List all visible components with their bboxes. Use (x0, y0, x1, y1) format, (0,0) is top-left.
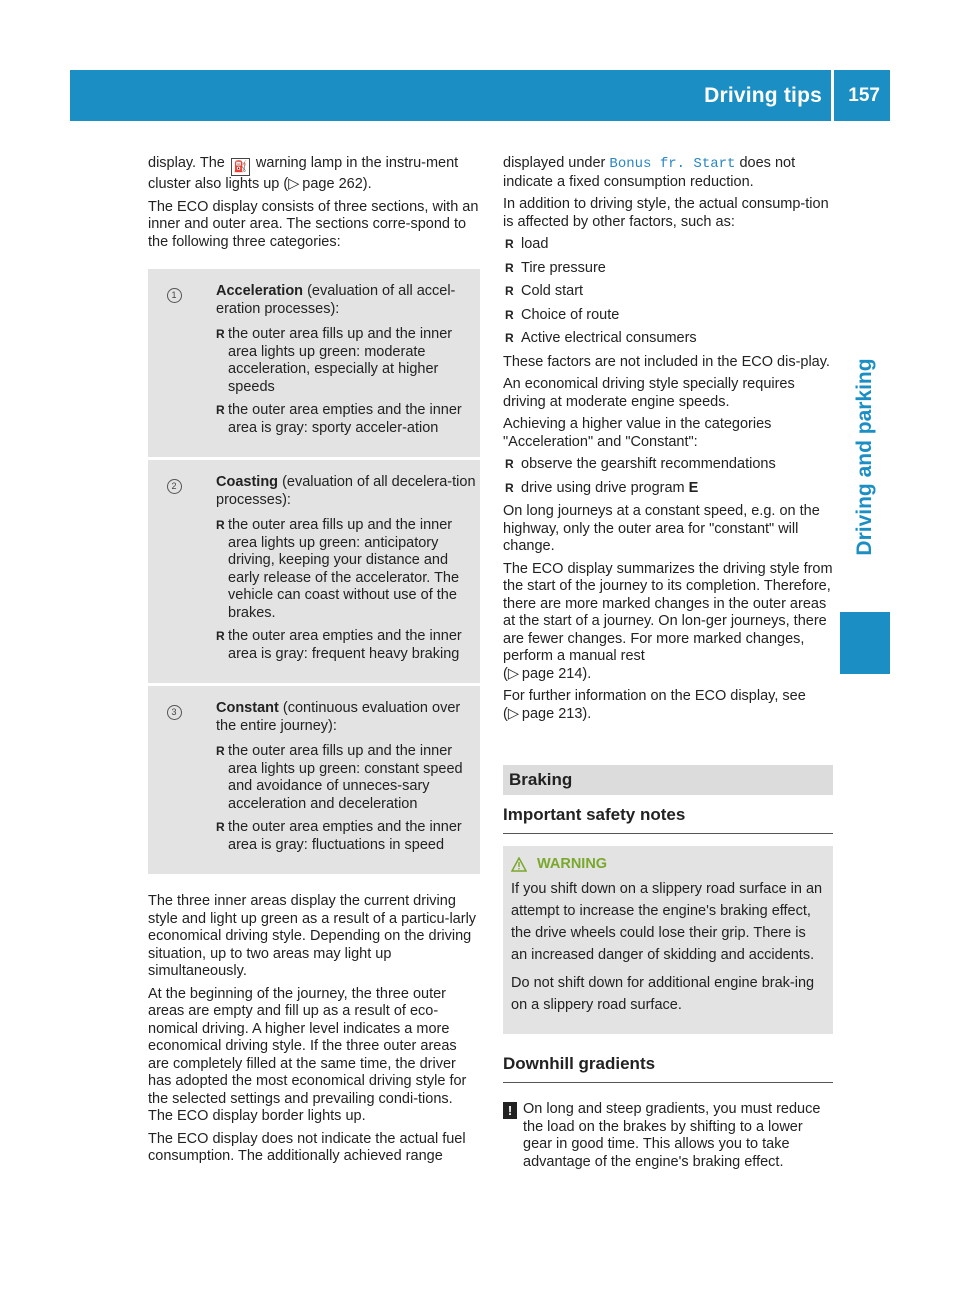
list-item (216, 743, 478, 813)
category-row (148, 460, 480, 686)
category-row (148, 269, 480, 460)
left-column (148, 155, 480, 1171)
text: The ECO display summarizes the driving style from the start of the journey to its completion. Therefore, there are more marked changes in the outer areas at the start of a journey. On lon-ger journeys, there are fewer changes. For more marked changes, perform a manual rest (503, 560, 833, 664)
bullet-r-icon: R (505, 307, 514, 322)
note-block (503, 1101, 833, 1171)
category-number (148, 474, 200, 669)
list-item-text: Active electrical consumers (521, 330, 697, 346)
circled-number-icon: 3 (167, 705, 182, 720)
category-body (216, 700, 478, 860)
list-item (503, 456, 833, 474)
drive-program-letter: E (688, 479, 699, 496)
long-journey-paragraph: On long journeys at a constant speed, e.g. on the highway, only the outer area for "constant" will change. (503, 503, 820, 554)
side-tab-label: Driving and parking (853, 358, 876, 556)
page-reference-arrow-icon: ▷ (507, 665, 522, 682)
category-body (216, 283, 478, 443)
page-number: 157 (848, 85, 880, 106)
category-number (148, 283, 200, 443)
bullet-r-icon: R (505, 457, 514, 471)
engine-speed-paragraph: An economical driving style specially requires driving at moderate engine speeds. (503, 376, 795, 410)
list-item (503, 283, 833, 301)
right-column (503, 155, 833, 1171)
fuel-warning-lamp-icon: ⛽ (231, 158, 250, 176)
sections-paragraph: The ECO display consists of three sections, with an inner and outer area. The sections corre-spond to the following three categories: (148, 198, 479, 250)
list-item-text: drive using drive program (521, 479, 685, 496)
header-title: Driving tips (704, 84, 822, 107)
list-item (216, 517, 478, 622)
category-heading (216, 474, 478, 509)
list-item-text: load (521, 236, 549, 252)
list-item-text: Cold start (521, 283, 584, 299)
further-info-paragraph: For further information on the ECO display, see (▷ page 213). (503, 688, 806, 722)
category-desc: (evaluation of all accel-eration processes): (216, 283, 456, 317)
bullet-r-icon: R (216, 820, 225, 834)
circled-number-icon: 1 (167, 288, 182, 303)
text: warning lamp in the instru-ment cluster also lights up ( (148, 155, 459, 192)
list-item-text: observe the gearshift recommendations (521, 456, 776, 472)
page-reference-arrow-icon: ▷ (288, 176, 303, 192)
list-item-text: the outer area empties and the inner area is gray: fluctuations in speed (228, 819, 462, 853)
page-reference-link[interactable]: page 213). (521, 705, 592, 722)
side-tab (840, 312, 890, 602)
bullet-r-icon: R (505, 237, 514, 251)
bullet-r-icon: R (505, 480, 514, 495)
factors-list (503, 236, 833, 348)
bullet-r-icon: R (505, 284, 514, 298)
list-item (216, 628, 478, 663)
list-item (503, 236, 833, 254)
text: does not indicate a fixed consumption reduction. (503, 155, 796, 190)
list-item-text: the outer area fills up and the inner area lights up green: constant speed and avoidance of unneces-sary acceleration and deceleration (228, 743, 463, 812)
list-item (503, 330, 833, 348)
category-desc: (evaluation of all decelera-tion processes): (216, 474, 476, 508)
list-item-text: Tire pressure (521, 259, 606, 276)
page-reference-arrow-icon: ▷ (507, 705, 522, 722)
text: display. The (148, 155, 225, 171)
note-text: On long and steep gradients, you must reduce the load on the brakes by shifting to a lower gear in good time. This allows you to take advantage of the engine's braking effect. (523, 1101, 821, 1170)
intro-paragraph (148, 155, 480, 194)
header-separator (831, 70, 834, 121)
bullet-r-icon: R (505, 260, 514, 275)
heading-safety-notes: Important safety notes (503, 795, 833, 834)
display-message-text: Bonus fr. Start (609, 156, 736, 172)
list-item (503, 307, 833, 325)
category-body (216, 474, 478, 669)
bullet-r-icon: R (216, 629, 225, 643)
category-title: Acceleration (216, 283, 304, 299)
warning-text: If you shift down on a slippery road surface in an attempt to increase the engine's braking effect, the drive wheels could lose their grip. There is an increased danger of skidding and accidents. (511, 881, 823, 963)
achieving-paragraph: Achieving a higher value in the categories "Acceleration" and "Constant": (503, 416, 772, 450)
summary-paragraph: The ECO display summarizes the driving style from the start of the journey to its completion. Therefore, there are more marked changes in the outer areas at the start of a journey. On lon-ger journeys, there are fewer changes. For more marked changes, perform a manual rest (▷ page 214). (503, 560, 833, 682)
text: For further information on the ECO display, see (503, 688, 806, 704)
category-table (148, 269, 480, 877)
page-reference-link[interactable]: page 214). (521, 665, 592, 682)
heading-downhill-gradients: Downhill gradients (503, 1034, 833, 1083)
warning-label: WARNING (537, 856, 608, 872)
list-item-text: the outer area empties and the inner area is gray: sporty acceler-ation (228, 402, 462, 436)
category-heading (216, 283, 478, 318)
exclamation-note-icon: ! (503, 1102, 517, 1119)
bullet-r-icon: R (216, 518, 225, 532)
warning-text: Do not shift down for additional engine brak-ing on a slippery road surface. (511, 975, 815, 1013)
tips-list (503, 456, 833, 497)
category-heading (216, 700, 478, 735)
category-desc: (continuous evaluation over the entire journey): (216, 700, 461, 734)
list-item (216, 326, 478, 396)
journey-paragraph: At the beginning of the journey, the three outer areas are empty and fill up as a result of eco-nomical driving. A higher level indicates a more economical driving style. If the three outer areas are completely filled at the same time, the driver has adopted the most economical driving style for the selected settings and prevailing condi-tions. The ECO display border lights up. (148, 985, 467, 1124)
bullet-r-icon: R (216, 403, 225, 417)
factors-note: These factors are not included in the ECO dis-play. (503, 353, 830, 370)
warning-header (511, 856, 825, 872)
header-bar (70, 70, 890, 121)
category-title: Constant (216, 700, 279, 716)
fuel-paragraph: The ECO display does not indicate the actual fuel consumption. The additionally achieved range (148, 1130, 466, 1164)
inner-areas-paragraph: The three inner areas display the current driving style and light up green as a result of a particu-larly economical driving style. Depending on the driving situation, up to two areas may light up simultaneously. (148, 893, 477, 979)
list-item-text: the outer area fills up and the inner area lights up green: moderate acceleration, especially at higher speeds (228, 326, 453, 395)
category-title: Coasting (216, 474, 279, 490)
list-item-text: the outer area empties and the inner area is gray: frequent heavy braking (228, 628, 462, 662)
bonus-paragraph (503, 155, 833, 191)
side-tab-block (840, 612, 890, 674)
list-item-text: the outer area fills up and the inner area lights up green: anticipatory driving, keeping your distance and early release of the accelerator. The vehicle can coast without use of the brakes. (228, 517, 460, 621)
list-item (503, 260, 833, 278)
bullet-r-icon: R (505, 331, 514, 345)
section-title-braking: Braking (503, 765, 833, 795)
list-item (216, 402, 478, 437)
list-item (503, 480, 833, 498)
bullet-r-icon: R (216, 327, 225, 341)
factors-intro: In addition to driving style, the actual consump-tion is affected by other factors, such as: (503, 196, 829, 230)
page-reference-link[interactable]: page 262). (302, 176, 372, 192)
warning-triangle-icon (511, 857, 527, 872)
warning-box (503, 846, 833, 1034)
circled-number-icon: 2 (167, 479, 182, 494)
text: displayed under (503, 155, 606, 171)
list-item-text: Choice of route (521, 306, 620, 323)
category-row (148, 686, 480, 877)
category-number (148, 700, 200, 860)
bullet-r-icon: R (216, 744, 225, 758)
list-item (216, 819, 478, 854)
